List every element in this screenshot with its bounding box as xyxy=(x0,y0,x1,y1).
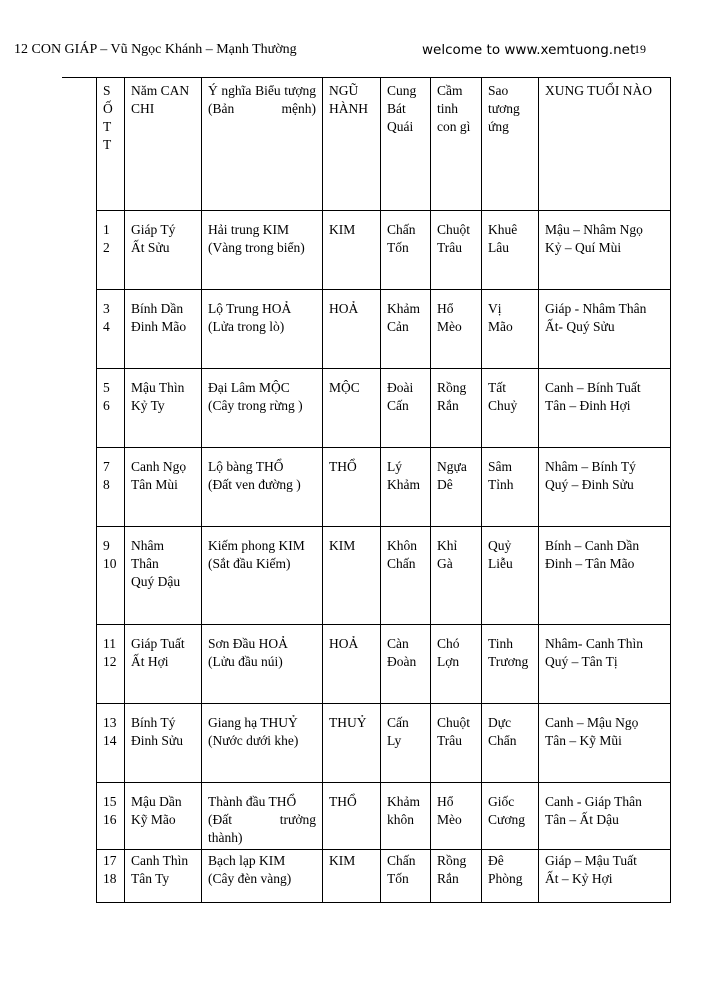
cell-cung-line: Đoài xyxy=(387,380,414,395)
cell-sao-line: Đê xyxy=(488,853,504,868)
cell-xung xyxy=(539,625,671,704)
cell-can-chi-line: Ất Hợi xyxy=(131,654,169,669)
cell-xung xyxy=(539,527,671,625)
cell-stt-line: 16 xyxy=(103,812,117,827)
cell-ngu-hanh-line: KIM xyxy=(329,538,356,553)
cell-xung-line: Giáp – Mậu Tuất xyxy=(545,853,637,868)
cell-y-nghia xyxy=(202,369,323,448)
cell-sao-line: Mão xyxy=(488,319,513,334)
cell-y-nghia xyxy=(202,704,323,783)
cell-cung xyxy=(381,211,431,290)
cell-cung-line: Chấn xyxy=(387,556,416,571)
cell-can-chi xyxy=(125,850,202,903)
cell-cam-tinh-line: Trâu xyxy=(437,733,463,748)
cell-cam-tinh-line: Hổ xyxy=(437,301,454,316)
cell-cung-line: khôn xyxy=(387,812,414,827)
cell-cam-tinh-line: Dê xyxy=(437,477,453,492)
cell-y-nghia xyxy=(202,290,323,369)
cell-ngu-hanh xyxy=(323,850,381,903)
cell-can-chi xyxy=(125,527,202,625)
cell-y-nghia-line: Đại Lâm MỘC xyxy=(208,380,290,395)
cell-cam-tinh-line: Khỉ xyxy=(437,538,458,553)
cell-sao-line: Quỷ xyxy=(488,538,512,553)
cell-sao-line: Sâm xyxy=(488,459,513,474)
cell-xung-line: Mậu – Nhâm Ngọ xyxy=(545,222,643,237)
header-rule xyxy=(62,77,98,78)
header-y-nghia xyxy=(202,78,323,211)
cell-cam-tinh-line: Lợn xyxy=(437,654,460,669)
cell-cam-tinh-line: Gà xyxy=(437,556,453,571)
cell-xung-line: Ất – Kỷ Hợi xyxy=(545,871,613,886)
cell-cung-line: Khảm xyxy=(387,301,420,316)
cell-can-chi-line: Tân Mùi xyxy=(131,477,178,492)
cell-xung-line: Nhâm- Canh Thìn xyxy=(545,636,643,651)
cell-xung-line: Canh – Bính Tuất xyxy=(545,380,641,395)
cell-can-chi xyxy=(125,625,202,704)
cell-stt-line: 13 xyxy=(103,715,117,730)
cell-stt-line: 18 xyxy=(103,871,117,886)
header-cung xyxy=(381,78,431,211)
cell-can-chi xyxy=(125,211,202,290)
cell-y-nghia-line: Thành đầu THỔ xyxy=(208,794,297,809)
header-cam-tinh-label: Cầm tinh con gì xyxy=(437,83,471,134)
header-y-nghia-label: Ý nghĩa Biểu tượng (Bản mệnh) xyxy=(208,83,316,116)
cell-sao xyxy=(482,448,539,527)
cell-sao-line: Tỉnh xyxy=(488,477,514,492)
cell-cung xyxy=(381,527,431,625)
cell-stt xyxy=(97,527,125,625)
cell-can-chi xyxy=(125,783,202,850)
cell-ngu-hanh xyxy=(323,290,381,369)
cell-y-nghia-line: Lộ Trung HOẢ xyxy=(208,301,292,316)
header-website: welcome to www.xemtuong.net xyxy=(422,42,636,58)
cell-y-nghia-line: Sơn Đầu HOẢ xyxy=(208,636,288,651)
cell-cung-line: Cấn xyxy=(387,715,409,730)
cell-y-nghia-line: (Cây đèn vàng) xyxy=(208,871,292,886)
header-xung xyxy=(539,78,671,211)
page-header xyxy=(14,42,702,62)
cell-cam-tinh-line: Chuột xyxy=(437,715,471,730)
cell-stt xyxy=(97,211,125,290)
cell-cung-line: Khảm xyxy=(387,794,420,809)
cell-stt-line: 4 xyxy=(103,319,110,334)
cell-xung-line: Kỷ – Quí Mùi xyxy=(545,240,622,255)
cell-sao xyxy=(482,704,539,783)
cell-ngu-hanh-line: MỘC xyxy=(329,380,360,395)
cell-stt-line: 7 xyxy=(103,459,110,474)
cell-sao-line: Tất xyxy=(488,380,506,395)
cell-xung-line: Ất- Quý Sửu xyxy=(545,319,615,334)
cell-stt-line: 14 xyxy=(103,733,117,748)
table-row xyxy=(97,850,671,903)
cell-stt-line: 2 xyxy=(103,240,110,255)
cell-can-chi-line: Giáp Tuất xyxy=(131,636,185,651)
cell-sao xyxy=(482,783,539,850)
cell-cung-line: Chấn xyxy=(387,222,416,237)
cell-stt-line: 9 xyxy=(103,538,110,553)
cell-y-nghia-line: (Đất trưởng xyxy=(208,812,316,827)
cell-stt-line: 11 xyxy=(103,636,116,651)
cell-cam-tinh xyxy=(431,527,482,625)
cell-stt-line: 17 xyxy=(103,853,117,868)
cell-y-nghia-line: (Cây trong rừng ) xyxy=(208,398,303,413)
cell-xung xyxy=(539,850,671,903)
cell-ngu-hanh-line: THỔ xyxy=(329,459,357,474)
table-row xyxy=(97,448,671,527)
cell-ngu-hanh-line: THỔ xyxy=(329,794,357,809)
cell-stt xyxy=(97,625,125,704)
table-header-row xyxy=(97,78,671,211)
cell-ngu-hanh xyxy=(323,783,381,850)
table-row xyxy=(97,369,671,448)
table-row xyxy=(97,625,671,704)
cell-sao xyxy=(482,369,539,448)
cell-cam-tinh-line: Trâu xyxy=(437,240,463,255)
cell-can-chi-line: Thân xyxy=(131,556,159,571)
cell-xung-line: Canh – Mậu Ngọ xyxy=(545,715,639,730)
cell-y-nghia-line: (Vàng trong biển) xyxy=(208,240,305,255)
cell-cam-tinh xyxy=(431,704,482,783)
cell-can-chi-line: Bính Tý xyxy=(131,715,176,730)
cell-ngu-hanh-line: KIM xyxy=(329,853,356,868)
header-sao-label: Sao tương ứng xyxy=(488,83,520,134)
cell-y-nghia-line: Giang hạ THUỶ xyxy=(208,715,298,730)
cell-cung xyxy=(381,290,431,369)
cell-cam-tinh-line: Hổ xyxy=(437,794,454,809)
cell-y-nghia-line: Kiếm phong KIM xyxy=(208,538,305,553)
cell-y-nghia-line: (Lửa trong lò) xyxy=(208,319,285,334)
header-book-title: 12 CON GIÁP – Vũ Ngọc Khánh – Mạnh Thường xyxy=(14,42,297,57)
table-row xyxy=(97,783,671,850)
cell-sao-line: Dực xyxy=(488,715,512,730)
header-ngu-hanh-label: NGŨ HÀNH xyxy=(329,83,368,116)
cell-sao-line: Chẩn xyxy=(488,733,517,748)
cell-y-nghia-line: Lộ bàng THỔ xyxy=(208,459,284,474)
cell-y-nghia-line: thành) xyxy=(208,830,243,845)
cell-stt xyxy=(97,290,125,369)
cell-stt-line: 5 xyxy=(103,380,110,395)
cell-y-nghia xyxy=(202,850,323,903)
cell-cung xyxy=(381,448,431,527)
cell-y-nghia-line: Bạch lạp KIM xyxy=(208,853,286,868)
cell-can-chi-line: Quý Dậu xyxy=(131,574,181,589)
cell-sao-line: Trương xyxy=(488,654,529,669)
zodiac-table xyxy=(96,77,671,903)
cell-can-chi-line: Đinh Mão xyxy=(131,319,187,334)
cell-xung xyxy=(539,783,671,850)
cell-sao-line: Liễu xyxy=(488,556,513,571)
cell-cung-line: Càn xyxy=(387,636,409,651)
cell-sao xyxy=(482,211,539,290)
cell-y-nghia xyxy=(202,625,323,704)
cell-ngu-hanh xyxy=(323,369,381,448)
cell-cung-line: Ly xyxy=(387,733,402,748)
cell-cam-tinh-line: Rắn xyxy=(437,871,459,886)
cell-ngu-hanh xyxy=(323,211,381,290)
cell-xung-line: Nhâm – Bính Tý xyxy=(545,459,636,474)
cell-cam-tinh-line: Rồng xyxy=(437,380,467,395)
header-can-chi-label: Năm CAN CHI xyxy=(131,83,190,116)
cell-cung-line: Cấn xyxy=(387,398,409,413)
cell-stt-line: 6 xyxy=(103,398,110,413)
cell-can-chi-line: Bính Dần xyxy=(131,301,184,316)
cell-stt xyxy=(97,783,125,850)
cell-can-chi xyxy=(125,290,202,369)
cell-cung xyxy=(381,704,431,783)
cell-can-chi xyxy=(125,448,202,527)
cell-stt-line: 15 xyxy=(103,794,117,809)
cell-xung-line: Quý – Đinh Sửu xyxy=(545,477,634,492)
cell-cam-tinh-line: Chuột xyxy=(437,222,471,237)
cell-can-chi-line: Canh Thìn xyxy=(131,853,189,868)
cell-xung-line: Giáp - Nhâm Thân xyxy=(545,301,647,316)
header-xung-label: XUNG TUỔI NÀO xyxy=(545,83,652,98)
cell-cam-tinh xyxy=(431,448,482,527)
cell-xung xyxy=(539,448,671,527)
cell-y-nghia-line: (Đất ven đường ) xyxy=(208,477,301,492)
cell-can-chi-line: Kỷ Ty xyxy=(131,398,165,413)
cell-xung-line: Tân – Đinh Hợi xyxy=(545,398,631,413)
cell-sao-line: Khuê xyxy=(488,222,518,237)
cell-cam-tinh xyxy=(431,783,482,850)
cell-xung-line: Quý – Tân Tị xyxy=(545,654,618,669)
cell-cung-line: Chấn xyxy=(387,853,416,868)
cell-y-nghia-line: (Sắt đầu Kiếm) xyxy=(208,556,291,571)
cell-stt-line: 12 xyxy=(103,654,117,669)
cell-xung xyxy=(539,369,671,448)
cell-xung-line: Bính – Canh Dần xyxy=(545,538,640,553)
cell-sao-line: Lâu xyxy=(488,240,509,255)
cell-xung-line: Canh - Giáp Thân xyxy=(545,794,642,809)
cell-stt-line: 1 xyxy=(103,222,110,237)
cell-xung-line: Tân – Kỹ Mũi xyxy=(545,733,622,748)
cell-stt xyxy=(97,448,125,527)
cell-y-nghia xyxy=(202,527,323,625)
cell-y-nghia xyxy=(202,448,323,527)
table-row xyxy=(97,527,671,625)
cell-xung-line: Đinh – Tân Mão xyxy=(545,556,635,571)
cell-xung xyxy=(539,704,671,783)
cell-cung xyxy=(381,625,431,704)
cell-y-nghia-line: Hải trung KIM xyxy=(208,222,289,237)
cell-sao-line: Phòng xyxy=(488,871,523,886)
table-row xyxy=(97,704,671,783)
cell-can-chi-line: Giáp Tý xyxy=(131,222,176,237)
cell-y-nghia-line: (Nước dưới khe) xyxy=(208,733,299,748)
cell-cung xyxy=(381,783,431,850)
cell-ngu-hanh xyxy=(323,448,381,527)
cell-stt-line: 3 xyxy=(103,301,110,316)
cell-cam-tinh-line: Ngựa xyxy=(437,459,467,474)
cell-sao xyxy=(482,290,539,369)
cell-ngu-hanh-line: THUỶ xyxy=(329,715,367,730)
cell-y-nghia xyxy=(202,211,323,290)
cell-sao-line: Vị xyxy=(488,301,502,316)
header-ngu-hanh xyxy=(323,78,381,211)
cell-can-chi-line: Ất Sửu xyxy=(131,240,170,255)
cell-can-chi-line: Đinh Sửu xyxy=(131,733,183,748)
cell-cam-tinh-line: Rắn xyxy=(437,398,459,413)
cell-cam-tinh-line: Chó xyxy=(437,636,460,651)
cell-cam-tinh-line: Rồng xyxy=(437,853,467,868)
cell-can-chi-line: Mậu Dần xyxy=(131,794,182,809)
cell-can-chi xyxy=(125,704,202,783)
cell-cung-line: Đoàn xyxy=(387,654,417,669)
cell-cam-tinh-line: Mèo xyxy=(437,319,462,334)
cell-sao-line: Cương xyxy=(488,812,525,827)
cell-cam-tinh xyxy=(431,211,482,290)
cell-cam-tinh xyxy=(431,625,482,704)
cell-ngu-hanh xyxy=(323,704,381,783)
cell-cung-line: Tốn xyxy=(387,240,409,255)
cell-xung xyxy=(539,211,671,290)
cell-ngu-hanh-line: KIM xyxy=(329,222,356,237)
header-cung-label: Cung Bát Quái xyxy=(387,83,417,134)
cell-xung xyxy=(539,290,671,369)
header-sao xyxy=(482,78,539,211)
header-cam-tinh xyxy=(431,78,482,211)
cell-can-chi-line: Tân Ty xyxy=(131,871,170,886)
cell-cung-line: Khảm xyxy=(387,477,420,492)
cell-ngu-hanh xyxy=(323,527,381,625)
cell-ngu-hanh-line: HOẢ xyxy=(329,301,359,316)
cell-can-chi xyxy=(125,369,202,448)
cell-y-nghia-line: (Lửu đầu núi) xyxy=(208,654,283,669)
cell-cung-line: Khôn xyxy=(387,538,417,553)
cell-sao xyxy=(482,527,539,625)
cell-cam-tinh xyxy=(431,850,482,903)
cell-ngu-hanh xyxy=(323,625,381,704)
cell-sao-line: Giốc xyxy=(488,794,515,809)
table-row xyxy=(97,290,671,369)
cell-y-nghia xyxy=(202,783,323,850)
cell-stt-line: 10 xyxy=(103,556,117,571)
cell-cung xyxy=(381,850,431,903)
cell-cung-line: Cản xyxy=(387,319,409,334)
cell-cam-tinh-line: Mèo xyxy=(437,812,462,827)
cell-cung-line: Lý xyxy=(387,459,402,474)
header-stt xyxy=(97,78,125,211)
cell-cung xyxy=(381,369,431,448)
cell-cam-tinh xyxy=(431,290,482,369)
cell-xung-line: Tân – Ất Dậu xyxy=(545,812,619,827)
cell-can-chi-line: Canh Ngọ xyxy=(131,459,187,474)
cell-stt xyxy=(97,369,125,448)
cell-can-chi-line: Nhâm xyxy=(131,538,164,553)
cell-can-chi-line: Kỹ Mão xyxy=(131,812,176,827)
cell-stt xyxy=(97,850,125,903)
cell-stt-line: 8 xyxy=(103,477,110,492)
cell-sao xyxy=(482,625,539,704)
cell-stt xyxy=(97,704,125,783)
cell-ngu-hanh-line: HOẢ xyxy=(329,636,359,651)
cell-cung-line: Tốn xyxy=(387,871,409,886)
table-row xyxy=(97,211,671,290)
cell-can-chi-line: Mậu Thìn xyxy=(131,380,185,395)
page-number: 19 xyxy=(634,42,646,56)
cell-cam-tinh xyxy=(431,369,482,448)
header-stt-label: S Ố T T xyxy=(103,83,113,152)
cell-sao-line: Chuỷ xyxy=(488,398,518,413)
header-can-chi xyxy=(125,78,202,211)
cell-sao xyxy=(482,850,539,903)
cell-sao-line: Tinh xyxy=(488,636,514,651)
